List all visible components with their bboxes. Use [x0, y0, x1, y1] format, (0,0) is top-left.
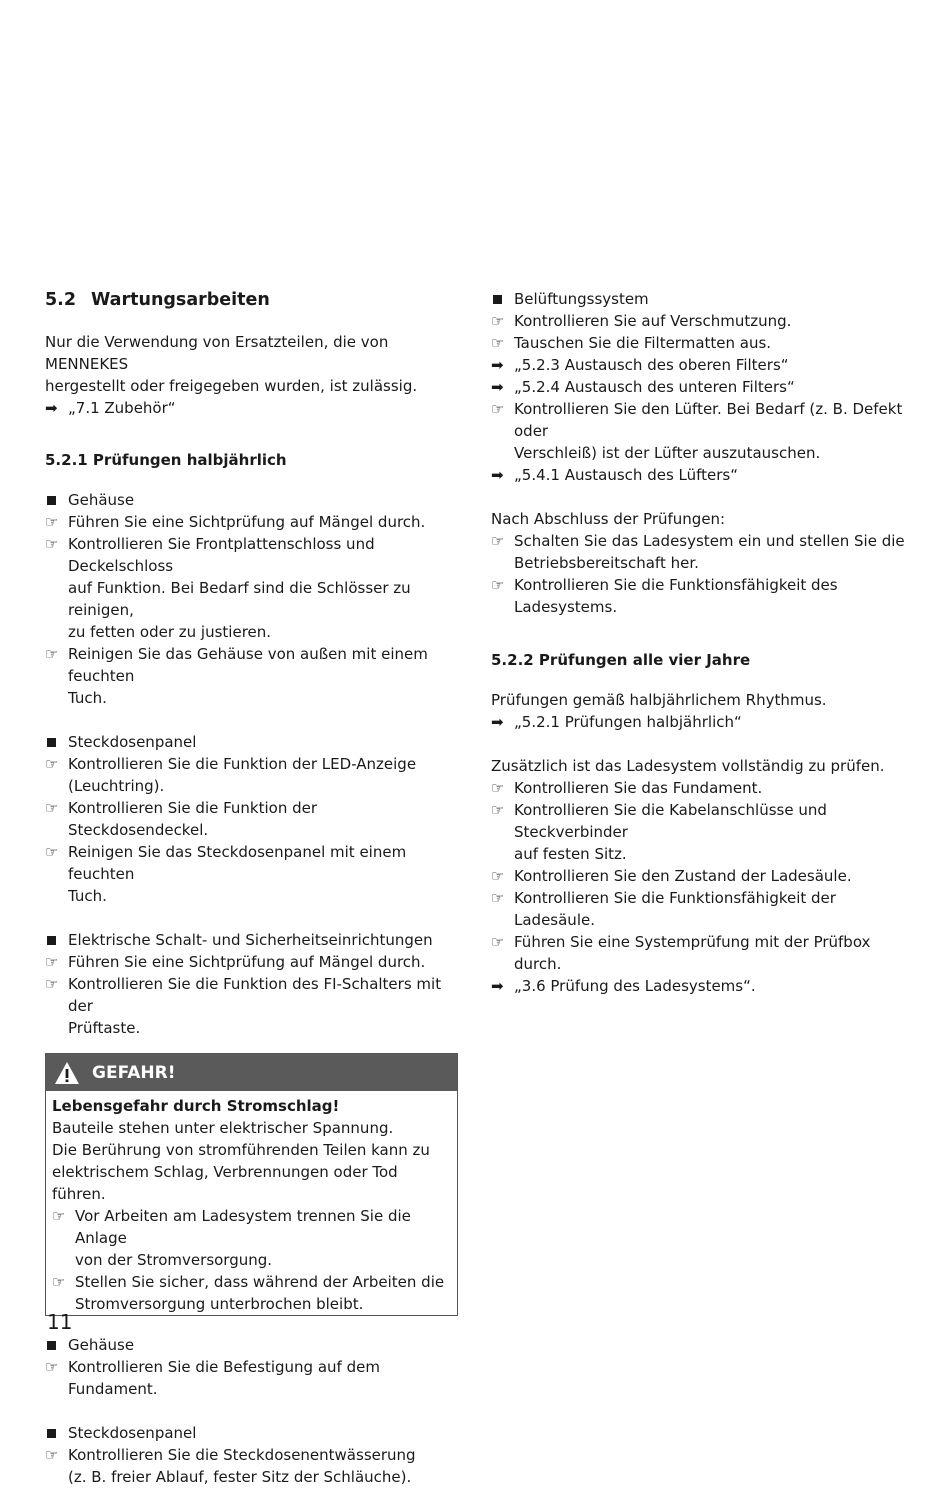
- warning-triangle-icon: [54, 1061, 80, 1085]
- list-item-line: ☞ Kontrollieren Sie die Funktionsfähigkeit der Ladesäule.: [491, 889, 836, 929]
- ref-521: ➡ „5.2.1 Prüfungen halbjährlich“: [491, 713, 742, 731]
- danger-header: GEFAHR!: [46, 1054, 457, 1091]
- left-groups: [45, 489, 460, 1039]
- pointing-hand-icon: ☞: [45, 535, 59, 553]
- danger-text-line: Die Berührung von stromführenden Teilen kann zu: [52, 1141, 430, 1159]
- list-item-line: ☞ Kontrollieren Sie Frontplattenschloss und Deckelschloss: [45, 535, 375, 575]
- pointing-hand-icon: ☞: [491, 312, 505, 330]
- list-item-line: Prüftaste.: [68, 1019, 141, 1037]
- pointing-hand-icon: ☞: [45, 953, 59, 971]
- list-item-line: ☞ Reinigen Sie das Steckdosenpanel mit einem feuchten: [45, 843, 407, 883]
- list-item-line: ☞ Kontrollieren Sie das Fundament.: [491, 779, 763, 797]
- pointing-hand-icon: ☞: [45, 1358, 59, 1376]
- page-number-mark: 11: [47, 1310, 73, 1334]
- pointing-hand-icon: ☞: [491, 867, 505, 885]
- list-item-line: ☞ Kontrollieren Sie die Funktionsfähigkeit des Ladesystems.: [491, 576, 838, 616]
- group-title-belueftung: Belüftungssystem: [491, 288, 916, 310]
- group-title: Gehäuse: [45, 489, 460, 511]
- list-item-line: (Leuchtring).: [68, 777, 165, 795]
- danger-body: [46, 1091, 457, 1315]
- pointing-hand-icon: ☞: [491, 779, 505, 797]
- ref-zubehoer: ➡ „7.1 Zubehör“: [45, 399, 176, 417]
- list-item-line: zu fetten oder zu justieren.: [68, 623, 272, 641]
- pointing-hand-icon: ☞: [52, 1207, 66, 1225]
- pointing-hand-icon: ☞: [491, 532, 505, 550]
- group-title: Elektrische Schalt- und Sicherheitseinrichtungen: [45, 929, 460, 951]
- list-item-line: ☞ Vor Arbeiten am Ladesystem trennen Sie die Anlage: [52, 1207, 411, 1247]
- pointing-hand-icon: ☞: [491, 334, 505, 352]
- four-intro: Prüfungen gemäß halbjährlichem Rhythmus.: [491, 691, 827, 709]
- arrow-right-icon: ➡: [491, 378, 504, 396]
- section-heading: 5.2 Wartungsarbeiten: [45, 290, 270, 310]
- list-item-line: ➡ „5.2.4 Austausch des unteren Filters“: [491, 378, 795, 396]
- pointing-hand-icon: ☞: [45, 513, 59, 531]
- list-item-line: ☞ Kontrollieren Sie die Funktion des FI-Schalters mit der: [45, 975, 442, 1015]
- list-item-line: Tuch.: [68, 689, 107, 707]
- pointing-hand-icon: ☞: [45, 1446, 59, 1464]
- arrow-right-icon: ➡: [45, 399, 58, 417]
- pointing-hand-icon: ☞: [52, 1273, 66, 1291]
- list-item-line: Stromversorgung unterbrochen bleibt.: [75, 1295, 364, 1313]
- list-item-line: ☞ Kontrollieren Sie den Lüfter. Bei Bedarf (z. B. Defekt oder: [491, 400, 903, 440]
- list-item-line: ☞ Stellen Sie sicher, dass während der Arbeiten die: [52, 1273, 445, 1291]
- list-item-line: ☞ Schalten Sie das Ladesystem ein und stellen Sie die: [491, 532, 905, 550]
- right-column: [491, 288, 916, 997]
- list-item-line: ☞ Kontrollieren Sie die Steckdosenentwässerung: [45, 1446, 416, 1464]
- square-bullet-icon: [491, 288, 514, 310]
- list-item-line: ☞ Kontrollieren Sie den Zustand der Ladesäule.: [491, 867, 852, 885]
- danger-bold-line: Lebensgefahr durch Stromschlag!: [52, 1097, 340, 1115]
- arrow-right-icon: ➡: [491, 466, 504, 484]
- list-item-line: auf Funktion. Bei Bedarf sind die Schlösser zu reinigen,: [68, 579, 411, 619]
- list-item-line: Tuch.: [68, 887, 107, 905]
- pointing-hand-icon: ☞: [491, 801, 505, 819]
- list-item-line: ☞ Führen Sie eine Sichtprüfung auf Mängel durch.: [45, 953, 426, 971]
- danger-text-line: Bauteile stehen unter elektrischer Spannung.: [52, 1119, 394, 1137]
- list-item-line: ☞ Führen Sie eine Systemprüfung mit der Prüfbox durch.: [491, 933, 871, 973]
- pointing-hand-icon: ☞: [45, 843, 59, 861]
- extra-title: Zusätzlich ist das Ladesystem vollständig zu prüfen.: [491, 757, 885, 775]
- left-groups-2: [45, 1334, 460, 1488]
- list-item-line: auf festen Sitz.: [514, 845, 627, 863]
- list-item-line: ➡ „5.4.1 Austausch des Lüfters“: [491, 466, 739, 484]
- list-item-line: ☞ Führen Sie eine Sichtprüfung auf Mängel durch.: [45, 513, 426, 531]
- danger-text-line: elektrischem Schlag, Verbrennungen oder Tod führen.: [52, 1163, 398, 1203]
- pointing-hand-icon: ☞: [491, 576, 505, 594]
- list-item-line: ☞ Reinigen Sie das Gehäuse von außen mit einem feuchten: [45, 645, 428, 685]
- list-item-line: ☞ Kontrollieren Sie die Kabelanschlüsse und Steckverbinder: [491, 801, 827, 841]
- group-title: Gehäuse: [45, 1334, 460, 1356]
- list-item-line: ☞ Kontrollieren Sie die Befestigung auf dem Fundament.: [45, 1358, 380, 1398]
- square-bullet-icon: [45, 929, 68, 951]
- pointing-hand-icon: ☞: [45, 799, 59, 817]
- list-item-line: ☞ Kontrollieren Sie die Funktion der LED-Anzeige: [45, 755, 417, 773]
- arrow-right-icon: ➡: [491, 977, 504, 995]
- list-item-line: von der Stromversorgung.: [75, 1251, 273, 1269]
- list-item-line: ➡ „5.2.3 Austausch des oberen Filters“: [491, 356, 789, 374]
- square-bullet-icon: [45, 489, 68, 511]
- list-item-line: ☞ Tauschen Sie die Filtermatten aus.: [491, 334, 772, 352]
- danger-box: [45, 1053, 458, 1316]
- pointing-hand-icon: ☞: [491, 889, 505, 907]
- pointing-hand-icon: ☞: [45, 645, 59, 663]
- pointing-hand-icon: ☞: [45, 975, 59, 993]
- right-extra-rows: [491, 777, 916, 997]
- arrow-right-icon: ➡: [491, 713, 504, 731]
- subsection-heading-522: 5.2.2 Prüfungen alle vier Jahre: [491, 651, 751, 669]
- right-after-rows: [491, 530, 916, 618]
- list-item-line: Verschleiß) ist der Lüfter auszutauschen.: [514, 444, 821, 462]
- square-bullet-icon: [45, 1422, 68, 1444]
- arrow-right-icon: ➡: [491, 356, 504, 374]
- list-item-line: ☞ Kontrollieren Sie die Funktion der Steckdosendeckel.: [45, 799, 318, 839]
- square-bullet-icon: [45, 1334, 68, 1356]
- list-item-line: ➡ „3.6 Prüfung des Ladesystems“.: [491, 977, 756, 995]
- list-item-line: (z. B. freier Ablauf, fester Sitz der Schläuche).: [68, 1468, 412, 1486]
- pointing-hand-icon: ☞: [491, 400, 505, 418]
- square-bullet-icon: [45, 731, 68, 753]
- right-rows: [491, 310, 916, 486]
- intro-text-2: hergestellt oder freigegeben wurden, ist zulässig.: [45, 377, 418, 395]
- group-title: Steckdosenpanel: [45, 731, 460, 753]
- subsection-heading-521: 5.2.1 Prüfungen halbjährlich: [45, 451, 287, 469]
- pointing-hand-icon: ☞: [491, 933, 505, 951]
- list-item-line: Betriebsbereitschaft her.: [514, 554, 699, 572]
- left-column: [45, 288, 460, 1488]
- list-item-line: ☞ Kontrollieren Sie auf Verschmutzung.: [491, 312, 792, 330]
- intro-text-1: Nur die Verwendung von Ersatzteilen, die von MENNEKES: [45, 333, 389, 373]
- group-title: Steckdosenpanel: [45, 1422, 460, 1444]
- after-title: Nach Abschluss der Prüfungen:: [491, 510, 726, 528]
- pointing-hand-icon: ☞: [45, 755, 59, 773]
